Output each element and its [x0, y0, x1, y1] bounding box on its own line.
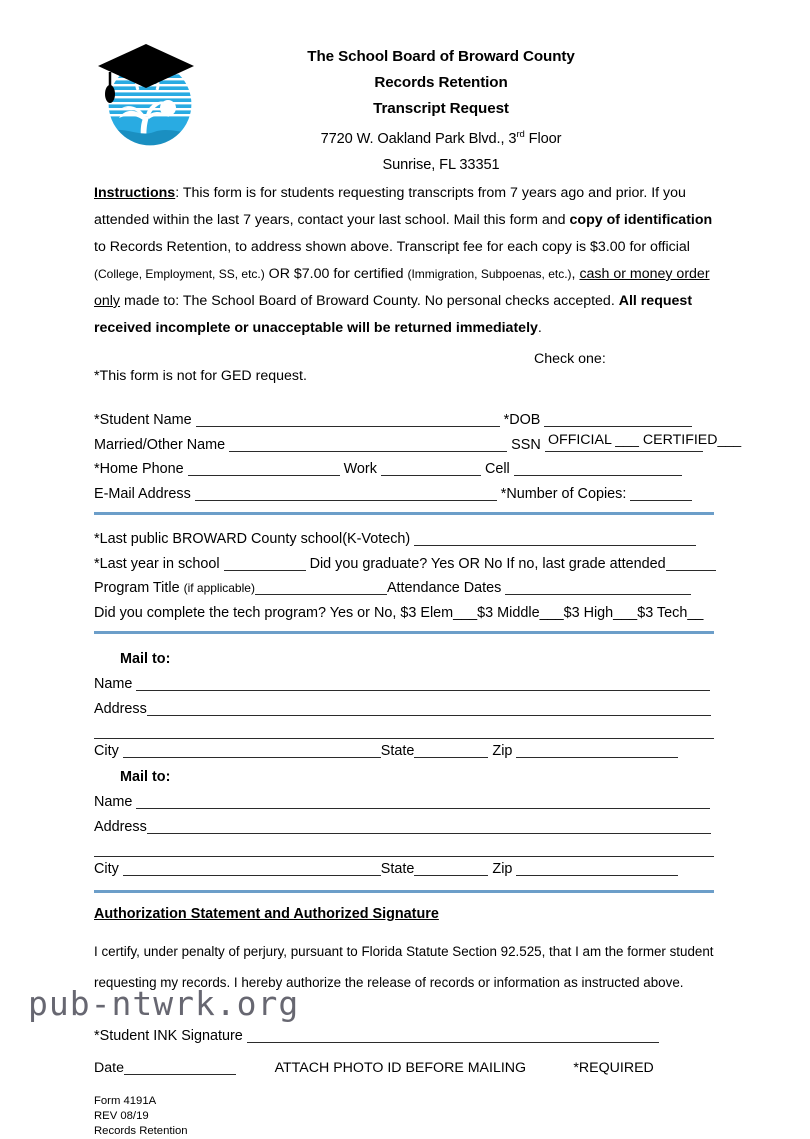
row-mail2-citystatezip: [94, 857, 716, 882]
row-last-school: [94, 527, 716, 552]
address-floor: Floor: [524, 130, 562, 147]
form-department: Records Retention: [94, 1125, 188, 1137]
address-line-2: Sunrise, FL 33351: [382, 156, 500, 173]
instructions-text-6: .: [537, 320, 542, 336]
address-street: 7720 W. Oakland Park Blvd., 3: [320, 130, 517, 147]
attach-photo-note: ATTACH PHOTO ID BEFORE MAILING: [274, 1060, 527, 1076]
mail-to-2-city-input[interactable]: [123, 862, 381, 876]
program-title-note: (if applicable): [183, 581, 255, 595]
graduate-label: Did you graduate? Yes OR No If no, last grade attended: [309, 555, 666, 572]
mail-to-2-name-input[interactable]: [136, 795, 710, 809]
signature-row: [94, 1028, 716, 1044]
watermark: pub-ntwrk.org: [28, 984, 300, 1023]
divider-3: [94, 890, 714, 893]
last-grade-input[interactable]: [666, 557, 716, 571]
student-name-input[interactable]: [196, 413, 500, 427]
mail-to-1-title: Mail to:: [120, 651, 171, 667]
mail-to-1-name-label: Name: [94, 676, 133, 692]
authorization-body-line-1: I certify, under penalty of perjury, pursuant to Florida Statute Section 92.525, that I am the former student: [94, 944, 714, 959]
instructions-text-4: ,: [571, 266, 580, 282]
ged-note: *This form is not for GED request.: [94, 368, 307, 384]
mail-to-2-address-input[interactable]: [147, 820, 711, 834]
address-line-1: [206, 122, 676, 152]
mail-to-2-address-label: Address: [94, 819, 147, 835]
home-phone-input[interactable]: [188, 462, 340, 476]
program-title-label: Program Title: [94, 580, 180, 596]
authorization-body-line-2: requesting my records. I hereby authorize the release of records or information as instructed above.: [94, 975, 684, 990]
tech-program-label[interactable]: Did you complete the tech program? Yes or No, $3 Elem___$3 Middle___$3 High___$3 Tech__: [94, 604, 704, 621]
married-name-label: Married/Other Name: [94, 436, 226, 453]
row-mail1-address2[interactable]: [94, 722, 716, 739]
mail-to-1-address-input[interactable]: [147, 702, 711, 716]
mail-to-2-title: Mail to:: [120, 769, 171, 785]
document-content: [94, 30, 742, 1139]
date-attach-row: [94, 1060, 716, 1076]
last-school-input[interactable]: [414, 532, 696, 546]
mail-to-2-zip-label: Zip: [492, 861, 513, 877]
mail-to-1-zip-label: Zip: [492, 743, 513, 759]
department-title: Records Retention: [374, 74, 508, 91]
certified-checkbox-label[interactable]: CERTIFIED___: [642, 432, 742, 448]
form-revision: REV 08/19: [94, 1110, 149, 1122]
last-school-label: *Last public BROWARD County school(K-Votech): [94, 531, 411, 547]
school-info-block: [94, 527, 716, 634]
email-label: E-Mail Address: [94, 485, 191, 502]
row-mail2-address2[interactable]: [94, 840, 716, 857]
last-year-label: *Last year in school: [94, 555, 220, 572]
mail-to-2-name-label: Name: [94, 794, 133, 810]
address-ordinal: rd: [516, 129, 525, 140]
work-label: Work: [343, 461, 377, 477]
date-label: Date: [94, 1060, 124, 1076]
signature-input[interactable]: [247, 1029, 659, 1043]
logo-container: [94, 30, 206, 150]
mail-to-1-address-label: Address: [94, 701, 147, 717]
mail-to-1-address-input-2[interactable]: [94, 722, 714, 739]
check-one-options[interactable]: [534, 427, 741, 454]
signature-label: *Student INK Signature: [94, 1028, 243, 1044]
mail-to-1-city-label: City: [94, 743, 119, 759]
mail-to-2-state-input[interactable]: [414, 862, 488, 876]
cell-label: Cell: [484, 461, 510, 477]
instructions-text-5: made to: The School Board of Broward County. No personal checks accepted.: [120, 293, 619, 309]
instructions-underline-payment: cash or money order only: [94, 266, 710, 309]
instructions-bold-warning: All request received incomplete or unacceptable will be returned immediately: [94, 293, 693, 336]
mail-to-1-state-label: State: [380, 743, 415, 759]
program-title-input[interactable]: [255, 581, 387, 595]
instructions-label: Instructions: [94, 185, 176, 201]
document-footer: [94, 1094, 716, 1139]
row-mail1-name: [94, 672, 716, 697]
mail-to-2-state-label: State: [380, 861, 415, 877]
attendance-dates-input[interactable]: [505, 581, 691, 595]
instructions-small-certified: (Immigration, Subpoenas, etc.): [407, 267, 572, 281]
check-one-label: Check one:: [534, 351, 606, 367]
mail-to-1-zip-input[interactable]: [516, 744, 678, 758]
mail-to-2-city-label: City: [94, 861, 119, 877]
instructions-bold-identification: copy of identification: [569, 212, 713, 228]
mail-to-2-address-input-2[interactable]: [94, 840, 714, 857]
row-mail1-citystatezip: [94, 739, 716, 764]
mail-to-1-state-input[interactable]: [414, 744, 488, 758]
mail-to-2-zip-input[interactable]: [516, 862, 678, 876]
instructions-small-official: (College, Employment, SS, etc.): [94, 267, 265, 281]
form-number: Form 4191A: [94, 1095, 157, 1107]
row-mail2-address: [94, 815, 716, 840]
divider-1: [94, 512, 714, 515]
instructions-text-2: to Records Retention, to address shown above. Transcript fee for each copy is $3.00 for official: [94, 239, 690, 255]
dob-label: *DOB: [503, 412, 541, 428]
authorization-heading: Authorization Statement and Authorized Signature: [94, 906, 439, 922]
row-mail2-name: [94, 790, 716, 815]
row-program-title: [94, 576, 716, 601]
check-one-block: [534, 292, 741, 508]
mail-to-block-2: [94, 764, 716, 893]
last-year-input[interactable]: [224, 557, 306, 571]
instructions-text-3: OR $7.00 for certified: [264, 266, 408, 282]
ssn-label: SSN: [511, 436, 541, 453]
attendance-label: Attendance Dates: [386, 580, 502, 596]
required-note: *REQUIRED: [573, 1060, 654, 1076]
official-checkbox-label[interactable]: OFFICIAL ___: [548, 432, 639, 448]
work-phone-input[interactable]: [381, 462, 481, 476]
home-phone-label: *Home Phone: [94, 461, 184, 477]
row-tech-program[interactable]: [94, 601, 716, 626]
document-header: [94, 30, 716, 173]
student-name-label: *Student Name: [94, 412, 192, 428]
divider-2: [94, 631, 714, 634]
married-name-input[interactable]: [229, 438, 507, 452]
row-last-year: [94, 552, 716, 577]
org-title: The School Board of Broward County: [307, 48, 575, 65]
mail-to-1-name-input[interactable]: [136, 677, 710, 691]
date-input[interactable]: [124, 1061, 236, 1075]
mail-to-block-1: [94, 646, 716, 764]
copies-label: *Number of Copies:: [500, 485, 627, 502]
broward-county-schools-logo: [94, 38, 198, 150]
form-title: Transcript Request: [373, 100, 509, 117]
mail-to-1-city-input[interactable]: [123, 744, 381, 758]
header-titles: [206, 30, 716, 178]
email-input[interactable]: [195, 487, 497, 501]
row-mail1-address: [94, 697, 716, 722]
instructions-text-1: : This form is for students requesting transcripts from 7 years ago and prior. If you attended within the last 7 years, contact your last school. Mail this form and: [94, 185, 686, 228]
